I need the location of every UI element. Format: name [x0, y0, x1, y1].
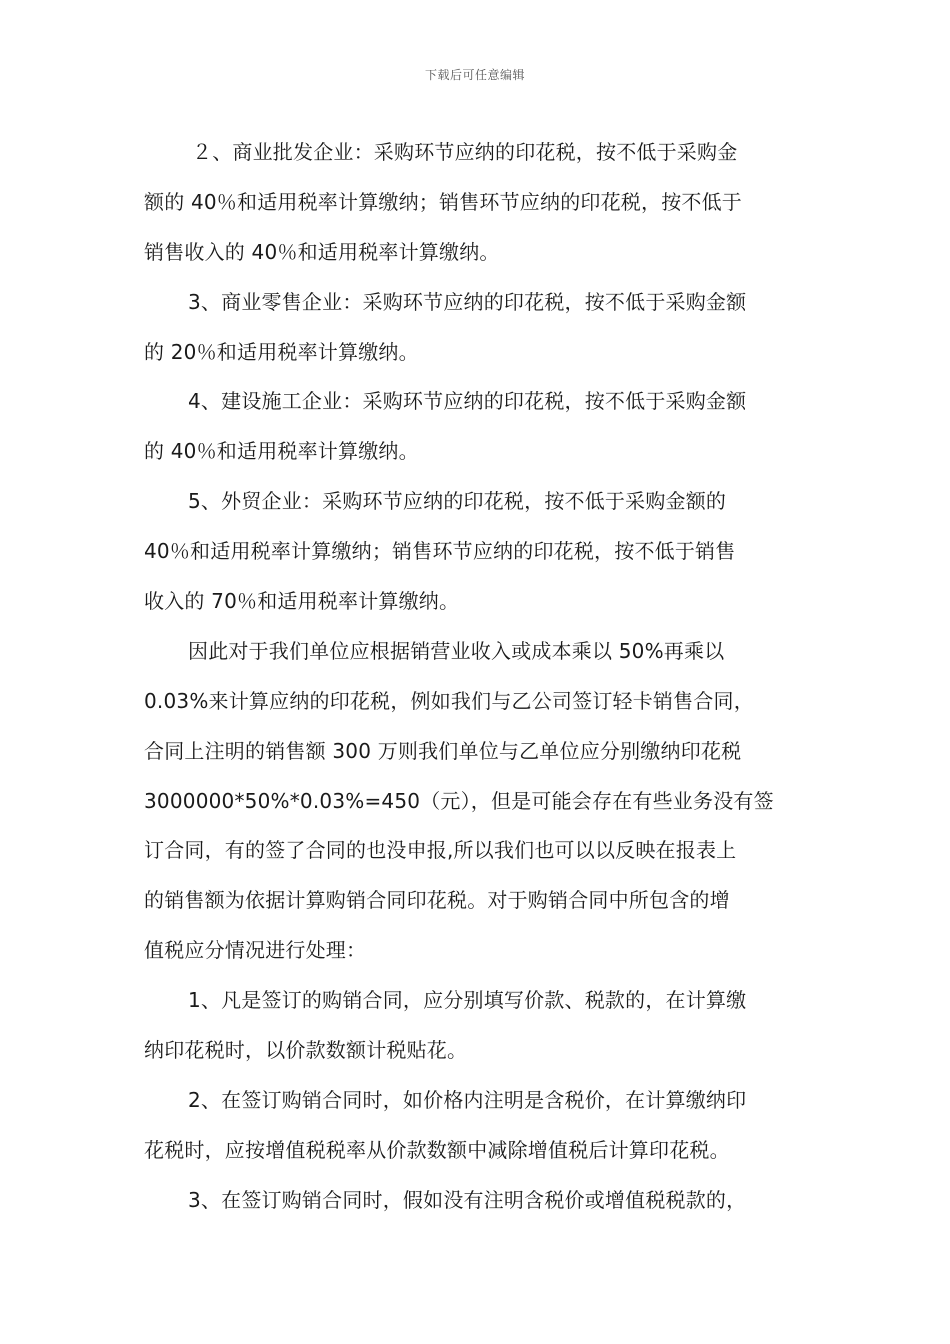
- text-line: 订合同，有的签了合同的也没申报,所以我们也可以以反映在报表上: [144, 838, 737, 863]
- text-line: 花税时，应按增值税税率从价款数额中减除增值税后计算印花税。: [144, 1137, 730, 1162]
- text-line: 的 40％和适用税率计算缴纳。: [144, 439, 419, 464]
- text-line: 3000000*50%*0.03%=450（元），但是可能会存在有些业务没有签: [144, 788, 774, 813]
- text-line: 0.03%来计算应纳的印花税，例如我们与乙公司签订轻卡销售合同，: [144, 688, 754, 713]
- text-line: 因此对于我们单位应根据销营业收入或成本乘以 50%再乘以: [188, 638, 725, 663]
- text-line: 1、凡是签订的购销合同，应分别填写价款、税款的，在计算缴: [188, 988, 747, 1013]
- text-line: 3、在签订购销合同时，假如没有注明含税价或增值税税款的，: [188, 1187, 747, 1212]
- text-line: 销售收入的 40％和适用税率计算缴纳。: [144, 239, 500, 264]
- text-line: 2、在签订购销合同时，如价格内注明是含税价，在计算缴纳印: [188, 1087, 747, 1112]
- text-line: 合同上注明的销售额 300 万则我们单位与乙单位应分别缴纳印花税: [144, 738, 742, 763]
- text-line: ２、商业批发企业：采购环节应纳的印花税，按不低于采购金: [192, 140, 738, 164]
- document-body: [144, 128, 808, 1226]
- text-line: 的销售额为依据计算购销合同印花税。对于购销合同中所包含的增: [144, 888, 730, 913]
- text-line: 3、商业零售企业：采购环节应纳的印花税，按不低于采购金额: [188, 289, 747, 314]
- text-line: 4、建设施工企业：采购环节应纳的印花税，按不低于采购金额: [188, 389, 747, 414]
- page-header: 下载后可任意编辑: [424, 68, 525, 82]
- text-line: 5、外贸企业：采购环节应纳的印花税，按不低于采购金额的: [188, 489, 727, 514]
- text-line: 纳印花税时，以价款数额计税贴花。: [144, 1038, 468, 1063]
- text-line: 的 20％和适用税率计算缴纳。: [144, 339, 419, 364]
- text-line: 额的 40％和适用税率计算缴纳；销售环节应纳的印花税，按不低于: [144, 189, 743, 214]
- text-line: 40％和适用税率计算缴纳；销售环节应纳的印花税，按不低于销售: [144, 539, 736, 564]
- text-line: 收入的 70％和适用税率计算缴纳。: [144, 589, 460, 614]
- text-line: 值税应分情况进行处理：: [144, 938, 367, 963]
